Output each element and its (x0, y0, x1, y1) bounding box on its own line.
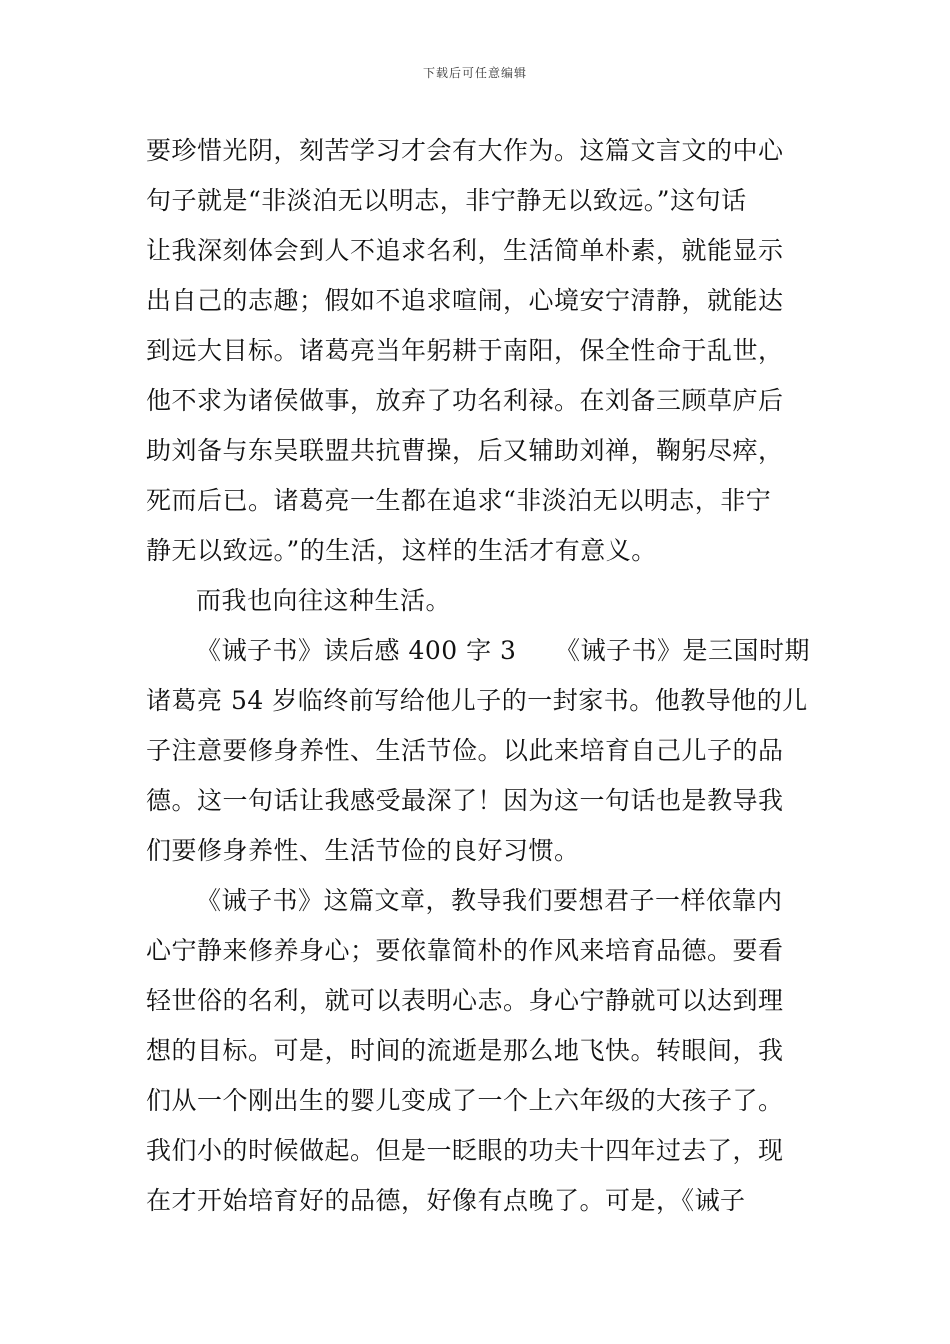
text-line: 助刘备与东吴联盟共抗曹操，后又辅助刘禅，鞠躬尽瘁， (146, 436, 784, 465)
text-line: 而我也向往这种生活。 (196, 586, 452, 615)
text-line: 静无以致远。”的生活，这样的生活才有意义。 (146, 536, 657, 565)
text-line: 《诫子书》读后感 400 字 3 《诫子书》是三国时期 (196, 636, 810, 665)
text-line: 在才开始培育好的品德，好像有点晚了。可是，《诫子 (146, 1186, 746, 1215)
text-line: 到远大目标。诸葛亮当年躬耕于南阳，保全性命于乱世， (146, 336, 784, 365)
text-line: 子注意要修身养性、生活节俭。以此来培育自己儿子的品 (146, 736, 784, 765)
text-line: 句子就是“非淡泊无以明志，非宁静无以致远。”这句话 (146, 186, 747, 215)
body-text (146, 126, 808, 1226)
text-line: 心宁静来修养身心；要依靠简朴的作风来培育品德。要看 (146, 936, 784, 965)
header-note: 下载后可任意编辑 (422, 66, 527, 80)
text-line: 让我深刻体会到人不追求名利，生活简单朴素，就能显示 (146, 236, 784, 265)
text-line: 要珍惜光阴，刻苦学习才会有大作为。这篇文言文的中心 (146, 136, 784, 165)
text-line: 想的目标。可是，时间的流逝是那么地飞快。转眼间，我 (146, 1036, 784, 1065)
text-line: 诸葛亮 54 岁临终前写给他儿子的一封家书。他教导他的儿 (146, 686, 808, 715)
text-line: 他不求为诸侯做事，放弃了功名利禄。在刘备三顾草庐后 (146, 386, 784, 415)
text-line: 我们小的时候做起。但是一眨眼的功夫十四年过去了，现 (146, 1136, 784, 1165)
text-line: 德。这一句话让我感受最深了！因为这一句话也是教导我 (146, 786, 784, 815)
text-line: 轻世俗的名利，就可以表明心志。身心宁静就可以达到理 (146, 986, 784, 1015)
text-line: 们要修身养性、生活节俭的良好习惯。 (146, 836, 580, 865)
text-line: 《诫子书》这篇文章，教导我们要想君子一样依靠内 (196, 886, 783, 915)
text-line: 死而后已。诸葛亮一生都在追求“非淡泊无以明志，非宁 (146, 486, 772, 515)
text-line: 出自己的志趣；假如不追求喧闹，心境安宁清静，就能达 (146, 286, 784, 315)
text-line: 们从一个刚出生的婴儿变成了一个上六年级的大孩子了。 (146, 1086, 784, 1115)
